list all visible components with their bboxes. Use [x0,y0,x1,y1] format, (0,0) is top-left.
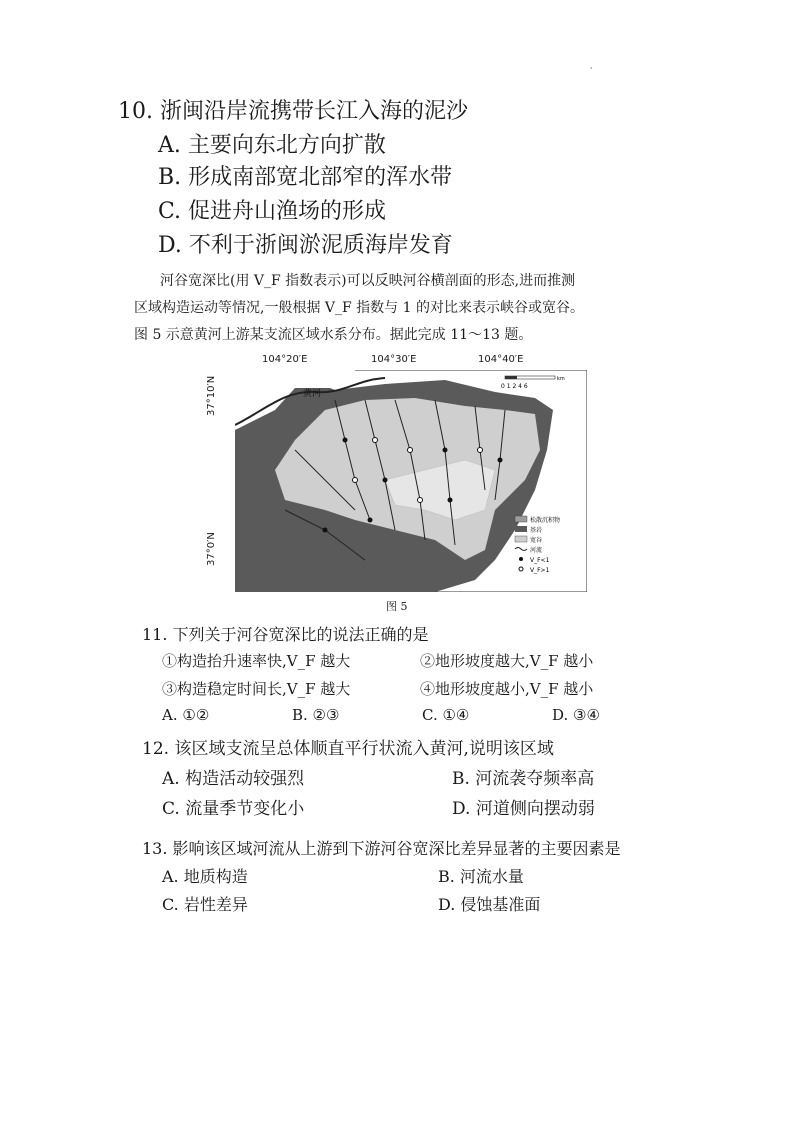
q10-option-a: A. 主要向东北方向扩散 [158,133,386,158]
q11-option-b: B. ②③ [292,706,340,724]
q13-option-c: C. 岩性差异 [162,895,248,914]
legend-item-1: 松散沉积物 [530,517,561,524]
q12-title: 12. 该区域支流呈总体顺直平行状流入黄河,说明该区域 [142,739,554,759]
q11-statement-3: ③构造稳定时间长,V_F 越大 [162,680,351,698]
q10-option-b: B. 形成南部宽北部窄的浑水带 [158,165,453,190]
legend-item-5: V_F<1 [530,557,550,564]
legend-item-4: 河流 [530,547,543,554]
corner-mark: · [590,64,593,73]
q11-option-a: A. ①② [162,706,210,724]
q12-option-b: B. 河流袭夺频率高 [452,769,595,789]
q13-option-b: B. 河流水量 [438,867,524,886]
q11-option-d: D. ③④ [552,706,600,724]
intro-line-2: 区域构造运动等情况,一般根据 V_F 指数与 1 的对比来表示峡谷或宽谷。 [134,300,584,316]
river-basin-map [235,370,587,592]
q12-option-a: A. 构造活动较强烈 [162,769,305,789]
q13-option-d: D. 侵蚀基准面 [438,895,541,914]
legend-item-6: V_F>1 [530,567,550,574]
legend-item-3: 宽谷 [530,537,543,544]
lat-label-10: 37°10′N [206,375,217,416]
intro-line-3: 图 5 示意黄河上游某支流区域水系分布。据此完成 11～13 题。 [134,327,533,343]
q13-title: 13. 影响该区域河流从上游到下游河谷宽深比差异显著的主要因素是 [142,839,621,858]
q11-option-c: C. ①④ [422,706,470,724]
q12-option-d: D. 河道侧向摆动弱 [452,799,595,819]
scale-label: 0 1 2 4 6 [501,383,528,390]
q11-title: 11. 下列关于河谷宽深比的说法正确的是 [142,625,429,644]
q10-option-c: C. 促进舟山渔场的形成 [158,199,387,224]
scale-unit: km [557,376,565,382]
q12-option-c: C. 流量季节变化小 [162,799,305,819]
q11-statement-2: ②地形坡度越大,V_F 越小 [420,652,594,670]
lon-label-30: 104°30′E [371,354,417,365]
figure-caption: 图 5 [386,600,408,613]
q10-title: 10. 浙闽沿岸流携带长江入海的泥沙 [118,99,468,124]
lat-label-0: 37°0′N [206,532,217,566]
lon-label-40: 104°40′E [478,354,524,365]
q13-option-a: A. 地质构造 [162,867,248,886]
lon-label-20: 104°20′E [262,354,308,365]
intro-line-1: 河谷宽深比(用 V_F 指数表示)可以反映河谷横剖面的形态,进而推测 [160,273,576,289]
q11-statement-4: ④地形坡度越小,V_F 越小 [420,680,594,698]
q10-option-d: D. 不利于浙闽淤泥质海岸发育 [158,233,453,258]
legend-item-2: 基岩 [530,527,543,534]
q11-statement-1: ①构造抬升速率快,V_F 越大 [162,652,351,670]
river-label: 黄河 [303,389,322,399]
